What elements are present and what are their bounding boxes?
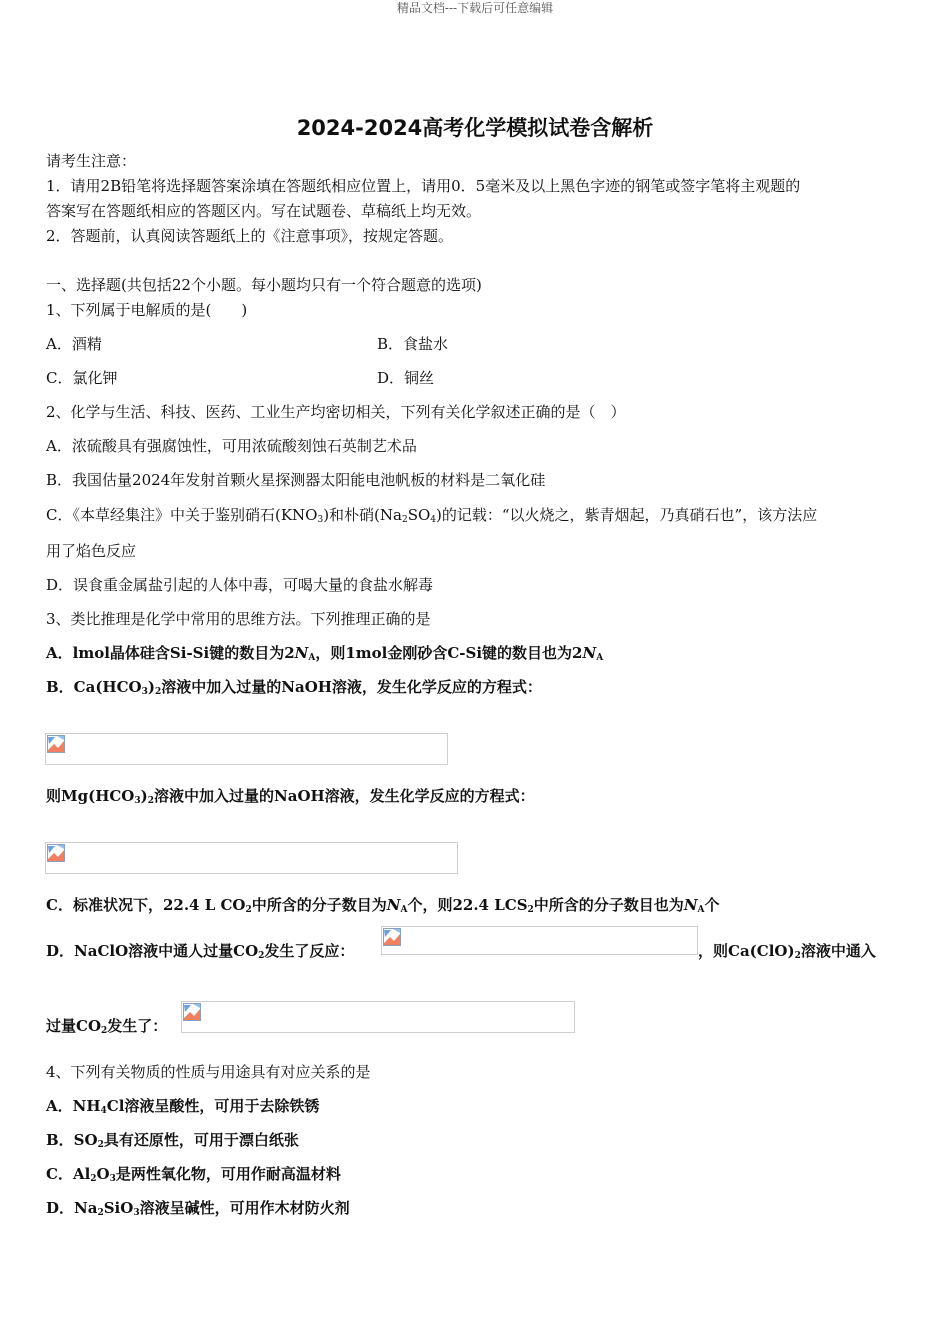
q3-stem: 3、类比推理是化学中常用的思维方法。下列推理正确的是 [46,610,431,628]
q1-option-b: B．食盐水 [377,335,449,353]
q1-stem: 1、下列属于电解质的是( ) [46,301,248,319]
q4-option-c: C．$Al_2O_3$是两性氧化物，可用作耐高温材料 [46,1165,341,1184]
broken-image-icon [47,844,65,862]
q1-option-a: A．酒精 [46,335,102,353]
q3-option-d-line2: 过量$CO_2$发生了： [46,1017,168,1036]
page-title: 2024-2024高考化学模拟试卷含解析 [296,116,654,140]
q2-option-d: D．误食重金属盐引起的人体中毒，可喝大量的食盐水解毒 [46,576,434,594]
broken-image-icon [183,1003,201,1021]
q3-option-d: D．NaClO溶液中通人过量$CO_2$发生了反应： [46,942,355,961]
equation-image-4 [181,1001,575,1033]
q2-option-b: B．我国估量2024年发射首颗火星探测器太阳能电池帆板的材料是二氧化硅 [46,471,546,489]
q2-stem: 2、化学与生活、科技、医药、工业生产均密切相关，下列有关化学叙述正确的是（ ） [46,403,626,421]
notice-heading: 请考生注意： [46,152,137,170]
q3-option-b-mg: 则$Mg(HCO_3)_2$溶液中加入过量的NaOH溶液，发生化学反应的方程式： [46,787,535,806]
equation-image-3 [381,926,698,955]
q2-option-c: C．《本草经集注》中关于鉴别硝石$(KNO_3)$和朴硝$(Na_2SO_4)$的记载：“以火烧之，紫青烟起，乃真硝石也”，该方法应 [46,506,818,525]
q1-option-c: C．氯化钾 [46,369,118,387]
q3-option-b: B．$Ca(HCO_3)_2$溶液中加入过量的NaOH溶液，发生化学反应的方程式： [46,678,542,697]
section-heading: 一、选择题(共包括22个小题。每小题均只有一个符合题意的选项) [46,276,482,294]
q3-option-d-cont: ，则$Ca(ClO)_2$溶液中通入 [698,942,876,961]
q2-option-a: A．浓硫酸具有强腐蚀性，可用浓硫酸刻蚀石英制艺术品 [46,437,417,455]
equation-image-1 [45,733,448,765]
equation-image-2 [45,842,458,874]
q1-option-d: D．铜丝 [377,369,435,387]
page-header: 精品文档---下载后可任意编辑 [396,1,554,15]
q2-option-c-cont: 用了焰色反应 [46,542,137,560]
q3-option-a: A．lmol晶体硅含Si-Si键的数目为$2N_A$，则1mol金刚砂含C-Si键的数目也为$2N_A$ [46,644,604,663]
q3-option-c: C．标准状况下，22.4 L $CO_2$中所含的分子数目为$N_A$个，则22.4 $LCS_2$中所含的分子数目也为$N_A$个 [46,896,720,915]
q4-option-d: D．$Na_2SiO_3$溶液呈碱性，可用作木材防火剂 [46,1199,350,1218]
q4-option-b: B．$SO_2$具有还原性，可用于漂白纸张 [46,1131,299,1150]
broken-image-icon [47,735,65,753]
notice-item-1: 1．请用2B铅笔将选择题答案涂填在答题纸相应位置上，请用0．5毫米及以上黑色字迹的钢笔或签字笔将主观题的 [46,177,801,195]
notice-item-2: 2．答题前，认真阅读答题纸上的《注意事项》，按规定答题。 [46,227,454,245]
broken-image-icon [383,928,401,946]
q4-option-a: A．$NH_4Cl$溶液呈酸性，可用于去除铁锈 [46,1097,320,1116]
q4-stem: 4、下列有关物质的性质与用途具有对应关系的是 [46,1063,371,1081]
notice-item-1-cont: 答案写在答题纸相应的答题区内。写在试题卷、草稿纸上均无效。 [46,202,482,220]
